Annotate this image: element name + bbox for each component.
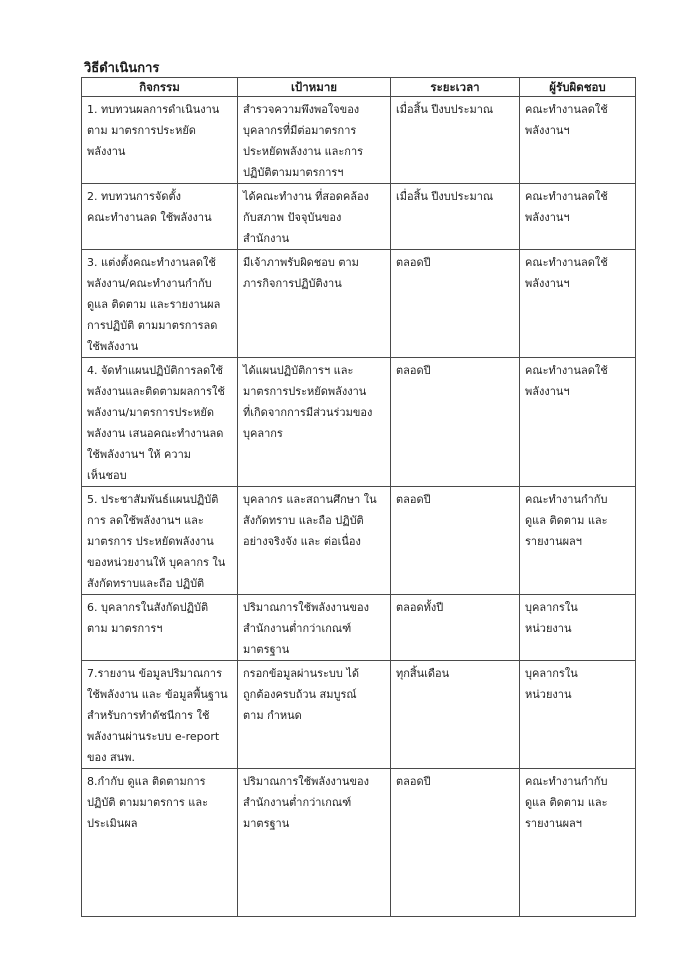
table-row bbox=[82, 769, 636, 917]
header-activity: กิจกรรม bbox=[82, 78, 238, 97]
cell-period: ตลอดปี bbox=[391, 769, 520, 917]
cell-responsible: คณะทำงานลดใช้ พลังงานฯ bbox=[520, 184, 636, 250]
cell-activity: 5. ประชาสัมพันธ์แผนปฏิบัติ การ ลดใช้พลังงานฯ และ มาตรการ ประหยัดพลังงาน ของหน่วยงานให้ บุคลากร ใน สังกัดทราบและถือ ปฏิบัติ bbox=[82, 487, 238, 595]
cell-target: ปริมาณการใช้พลังงานของ สำนักงานต่ำกว่าเกณฑ์ มาตรฐาน bbox=[238, 769, 391, 917]
cell-activity: 7.รายงาน ข้อมูลปริมาณการ ใช้พลังงาน และ ข้อมูลพื้นฐาน สำหรับการทำดัชนีการ ใช้ พลังงานผ่านระบบ e-report ของ สนพ. bbox=[82, 661, 238, 769]
table-row bbox=[82, 487, 636, 595]
header-responsible: ผู้รับผิดชอบ bbox=[520, 78, 636, 97]
header-target: เป้าหมาย bbox=[238, 78, 391, 97]
operation-plan-table bbox=[81, 77, 636, 917]
cell-responsible: คณะทำงานลดใช้ พลังงานฯ bbox=[520, 250, 636, 358]
cell-responsible: บุคลากรใน หน่วยงาน bbox=[520, 595, 636, 661]
cell-period: ตลอดปี bbox=[391, 487, 520, 595]
cell-period: เมื่อสิ้น ปีงบประมาณ bbox=[391, 97, 520, 184]
cell-activity: 1. ทบทวนผลการดำเนินงาน ตาม มาตรการประหยัด พลังงาน bbox=[82, 97, 238, 184]
cell-target: มีเจ้าภาพรับผิดชอบ ตาม ภารกิจการปฏิบัติงาน bbox=[238, 250, 391, 358]
cell-period: ตลอดทั้งปี bbox=[391, 595, 520, 661]
cell-responsible: คณะทำงานลดใช้ พลังงานฯ bbox=[520, 358, 636, 487]
table-row bbox=[82, 661, 636, 769]
header-period: ระยะเวลา bbox=[391, 78, 520, 97]
cell-target: กรอกข้อมูลผ่านระบบ ได้ ถูกต้องครบถ้วน สมบูรณ์ ตาม กำหนด bbox=[238, 661, 391, 769]
cell-target: ได้คณะทำงาน ที่สอดคล้อง กับสภาพ ปัจจุบันของ สำนักงาน bbox=[238, 184, 391, 250]
section-title: วิธีดำเนินการ bbox=[84, 61, 160, 76]
table-header-row bbox=[82, 78, 636, 97]
table-row bbox=[82, 358, 636, 487]
cell-period: ตลอดปี bbox=[391, 358, 520, 487]
cell-activity: 3. แต่งตั้งคณะทำงานลดใช้ พลังงาน/คณะทำงานกำกับ ดูแล ติดตาม และรายงานผล การปฏิบัติ ตามมาตรการลด ใช้พลังงาน bbox=[82, 250, 238, 358]
cell-target: ปริมาณการใช้พลังงานของ สำนักงานต่ำกว่าเกณฑ์ มาตรฐาน bbox=[238, 595, 391, 661]
cell-period: ทุกสิ้นเดือน bbox=[391, 661, 520, 769]
table-row bbox=[82, 250, 636, 358]
cell-responsible: คณะทำงานกำกับ ดูแล ติดตาม และ รายงานผลฯ bbox=[520, 769, 636, 917]
cell-responsible: คณะทำงานกำกับ ดูแล ติดตาม และ รายงานผลฯ bbox=[520, 487, 636, 595]
cell-target: บุคลากร และสถานศึกษา ใน สังกัดทราบ และถือ ปฏิบัติ อย่างจริงจัง และ ต่อเนื่อง bbox=[238, 487, 391, 595]
cell-activity: 8.กำกับ ดูแล ติดตามการ ปฏิบัติ ตามมาตรการ และ ประเมินผล bbox=[82, 769, 238, 917]
table-row bbox=[82, 595, 636, 661]
cell-period: ตลอดปี bbox=[391, 250, 520, 358]
cell-activity: 6. บุคลากรในสังกัดปฏิบัติ ตาม มาตรการฯ bbox=[82, 595, 238, 661]
cell-target: สำรวจความพึงพอใจของ บุคลากรที่มีต่อมาตรการ ประหยัดพลังงาน และการ ปฏิบัติตามมาตรการฯ bbox=[238, 97, 391, 184]
cell-target: ได้แผนปฏิบัติการฯ และ มาตรการประหยัดพลังงาน ที่เกิดจากการมีส่วนร่วมของ บุคลากร bbox=[238, 358, 391, 487]
cell-activity: 2. ทบทวนการจัดตั้ง คณะทำงานลด ใช้พลังงาน bbox=[82, 184, 238, 250]
table-row bbox=[82, 97, 636, 184]
cell-period: เมื่อสิ้น ปีงบประมาณ bbox=[391, 184, 520, 250]
cell-activity: 4. จัดทำแผนปฏิบัติการลดใช้ พลังงานและติดตามผลการใช้ พลังงาน/มาตรการประหยัด พลังงาน เสนอคณะทำงานลด ใช้พลังงานฯ ให้ ความ เห็นชอบ bbox=[82, 358, 238, 487]
cell-responsible: บุคลากรใน หน่วยงาน bbox=[520, 661, 636, 769]
cell-responsible: คณะทำงานลดใช้ พลังงานฯ bbox=[520, 97, 636, 184]
table-row bbox=[82, 184, 636, 250]
